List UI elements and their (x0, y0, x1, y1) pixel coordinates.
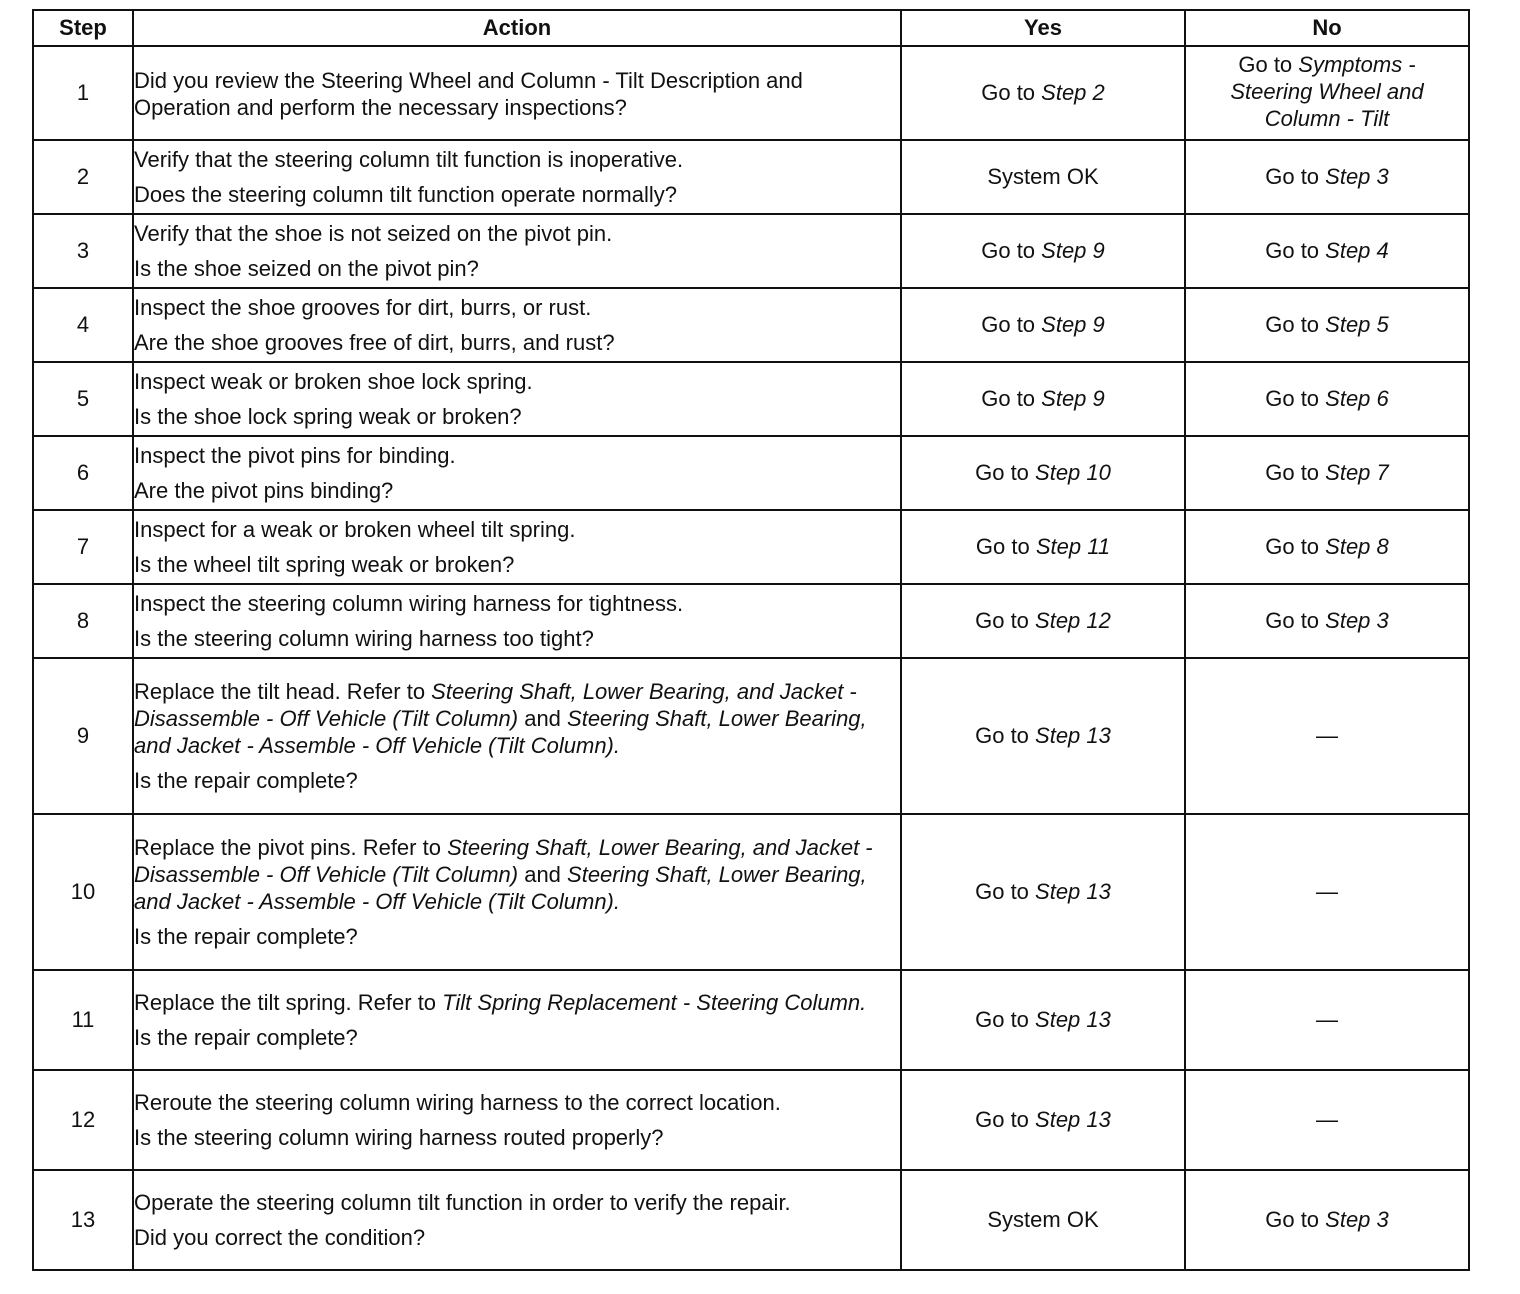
header-row (33, 10, 1469, 46)
table-row (33, 970, 1469, 1070)
no-cell (1185, 46, 1469, 140)
header-step: Step (33, 10, 133, 46)
no-text: Go to (1265, 1207, 1326, 1232)
step-number: 3 (33, 214, 133, 288)
yes-cell (901, 658, 1185, 814)
table-row (33, 140, 1469, 214)
step-number: 1 (33, 46, 133, 140)
yes-cell (901, 214, 1185, 288)
action-cell (133, 814, 901, 970)
action-text: Inspect the pivot pins for binding. (134, 443, 456, 468)
diagnostic-table (32, 9, 1470, 1271)
action-cell (133, 970, 901, 1070)
step-number: 4 (33, 288, 133, 362)
yes-text: Go to (975, 1007, 1036, 1032)
table-row (33, 46, 1469, 140)
step-link[interactable]: Step 3 (1325, 1207, 1389, 1232)
step-link[interactable]: Step 2 (1041, 80, 1105, 105)
yes-cell (901, 814, 1185, 970)
step-number: 13 (33, 1170, 133, 1270)
step-number: 12 (33, 1070, 133, 1170)
question-text: Is the repair complete? (134, 924, 358, 949)
no-cell (1185, 584, 1469, 658)
step-number: 2 (33, 140, 133, 214)
reference-link[interactable]: Tilt Spring Replacement - Steering Column. (442, 990, 867, 1015)
step-link[interactable]: Step 3 (1325, 164, 1389, 189)
action-text: Inspect for a weak or broken wheel tilt spring. (134, 517, 576, 542)
action-cell (133, 1070, 901, 1170)
table-row (33, 1170, 1469, 1270)
table-row (33, 814, 1469, 970)
step-number: 11 (33, 970, 133, 1070)
step-number: 6 (33, 436, 133, 510)
no-cell: — (1185, 814, 1469, 970)
yes-text: Go to (975, 460, 1036, 485)
no-text: Go to (1265, 164, 1326, 189)
step-number: 8 (33, 584, 133, 658)
step-link[interactable]: Step 7 (1325, 460, 1389, 485)
header-yes: Yes (901, 10, 1185, 46)
question-text: Is the shoe lock spring weak or broken? (134, 404, 522, 429)
step-number: 10 (33, 814, 133, 970)
yes-cell (901, 510, 1185, 584)
question-text: Is the shoe seized on the pivot pin? (134, 256, 479, 281)
question-text: Are the pivot pins binding? (134, 478, 394, 503)
no-cell (1185, 362, 1469, 436)
table-row (33, 658, 1469, 814)
step-link[interactable]: Step 13 (1035, 879, 1111, 904)
question-text: Is the wheel tilt spring weak or broken? (134, 552, 515, 577)
step-link[interactable]: Step 13 (1035, 723, 1111, 748)
table-row (33, 214, 1469, 288)
no-cell: — (1185, 658, 1469, 814)
no-cell: — (1185, 1070, 1469, 1170)
yes-text: Go to (981, 238, 1042, 263)
action-cell (133, 658, 901, 814)
step-number: 5 (33, 362, 133, 436)
no-cell (1185, 436, 1469, 510)
step-link[interactable]: Step 8 (1325, 534, 1389, 559)
table-row (33, 584, 1469, 658)
yes-text: Go to (981, 312, 1042, 337)
no-cell (1185, 214, 1469, 288)
question-text: Does the steering column tilt function operate normally? (134, 182, 677, 207)
yes-text: Go to (975, 723, 1036, 748)
no-cell (1185, 510, 1469, 584)
table-row (33, 436, 1469, 510)
no-cell (1185, 288, 1469, 362)
no-text: Go to (1238, 52, 1299, 77)
yes-cell (901, 288, 1185, 362)
step-link[interactable]: Step 4 (1325, 238, 1389, 263)
step-link[interactable]: Step 9 (1041, 312, 1105, 337)
question-text: Is the steering column wiring harness too tight? (134, 626, 594, 651)
reference-link[interactable]: Steering Shaft, Lower Bearing, and Jacket - Disassemble - Off Vehicle (Tilt Column) (134, 835, 873, 887)
action-cell (133, 140, 901, 214)
step-number: 7 (33, 510, 133, 584)
action-text: Replace the tilt spring. Refer to (134, 990, 443, 1015)
action-text: Operate the steering column tilt function in order to verify the repair. (134, 1190, 791, 1215)
action-text: Verify that the shoe is not seized on the pivot pin. (134, 221, 613, 246)
yes-cell: System OK (901, 140, 1185, 214)
symptoms-link[interactable]: Symptoms - (1298, 52, 1416, 77)
yes-text: Go to (975, 608, 1036, 633)
step-link[interactable]: Step 9 (1041, 238, 1105, 263)
yes-text: Go to (975, 879, 1036, 904)
action-text: Inspect the steering column wiring harness for tightness. (134, 591, 684, 616)
no-text: Go to (1265, 608, 1326, 633)
step-number: 9 (33, 658, 133, 814)
question-text: Are the shoe grooves free of dirt, burrs, and rust? (134, 330, 615, 355)
table-row (33, 1070, 1469, 1170)
yes-text: Go to (975, 534, 1036, 559)
action-text: Replace the tilt head. Refer to (134, 679, 432, 704)
action-text: Inspect the shoe grooves for dirt, burrs, or rust. (134, 295, 592, 320)
step-link[interactable]: Step 13 (1035, 1007, 1111, 1032)
step-link[interactable]: Step 11 (1035, 534, 1111, 559)
no-text: Go to (1265, 534, 1326, 559)
action-text: Verify that the steering column tilt function is inoperative. (134, 147, 684, 172)
action-cell (133, 214, 901, 288)
reference-link[interactable]: Steering Shaft, Lower Bearing, and Jacket - Assemble - Off Vehicle (Tilt Column). (134, 706, 867, 758)
yes-cell (901, 970, 1185, 1070)
reference-link[interactable]: Steering Shaft, Lower Bearing, and Jacket - Assemble - Off Vehicle (Tilt Column). (134, 862, 867, 914)
symptoms-link-line3[interactable]: Column - Tilt (1264, 106, 1390, 131)
step-link[interactable]: Step 9 (1041, 386, 1105, 411)
step-link[interactable]: Step 13 (1035, 1107, 1111, 1132)
no-text: Go to (1265, 460, 1326, 485)
yes-text: Go to (975, 1107, 1036, 1132)
yes-cell (901, 436, 1185, 510)
no-cell: — (1185, 970, 1469, 1070)
step-link[interactable]: Step 12 (1035, 608, 1111, 633)
action-cell (133, 510, 901, 584)
yes-cell (901, 1070, 1185, 1170)
table-row (33, 288, 1469, 362)
action-text: and (518, 706, 568, 731)
no-cell (1185, 140, 1469, 214)
step-link[interactable]: Step 10 (1035, 460, 1111, 485)
no-cell (1185, 1170, 1469, 1270)
yes-cell (901, 584, 1185, 658)
reference-link[interactable]: Steering Shaft, Lower Bearing, and Jacket - Disassemble - Off Vehicle (Tilt Column) (134, 679, 857, 731)
step-link[interactable]: Step 5 (1325, 312, 1389, 337)
question-text: Did you correct the condition? (134, 1225, 426, 1250)
action-cell (133, 288, 901, 362)
step-link[interactable]: Step 3 (1325, 608, 1389, 633)
yes-text: Go to (981, 80, 1042, 105)
table-row (33, 362, 1469, 436)
yes-cell (901, 46, 1185, 140)
no-text: Go to (1265, 238, 1326, 263)
question-text: Is the steering column wiring harness routed properly? (134, 1125, 664, 1150)
action-text: Did you review the Steering Wheel and Column - Tilt Description and Operation and perform the necessary inspections? (134, 68, 803, 120)
action-cell (133, 436, 901, 510)
yes-cell (901, 362, 1185, 436)
action-cell (133, 1170, 901, 1270)
table-row (33, 510, 1469, 584)
action-text: Reroute the steering column wiring harness to the correct location. (134, 1090, 781, 1115)
question-text: Is the repair complete? (134, 768, 358, 793)
no-text: Go to (1265, 312, 1326, 337)
action-cell (133, 584, 901, 658)
action-text: Replace the pivot pins. Refer to (134, 835, 448, 860)
question-text: Is the repair complete? (134, 1025, 358, 1050)
action-cell (133, 362, 901, 436)
action-cell (133, 46, 901, 140)
header-no: No (1185, 10, 1469, 46)
yes-text: Go to (981, 386, 1042, 411)
yes-cell: System OK (901, 1170, 1185, 1270)
no-text: Go to (1265, 386, 1326, 411)
step-link[interactable]: Step 6 (1325, 386, 1389, 411)
action-text: and (518, 862, 568, 887)
symptoms-link-line2[interactable]: Steering Wheel and (1230, 79, 1424, 104)
action-text: Inspect weak or broken shoe lock spring. (134, 369, 533, 394)
header-action: Action (133, 10, 901, 46)
